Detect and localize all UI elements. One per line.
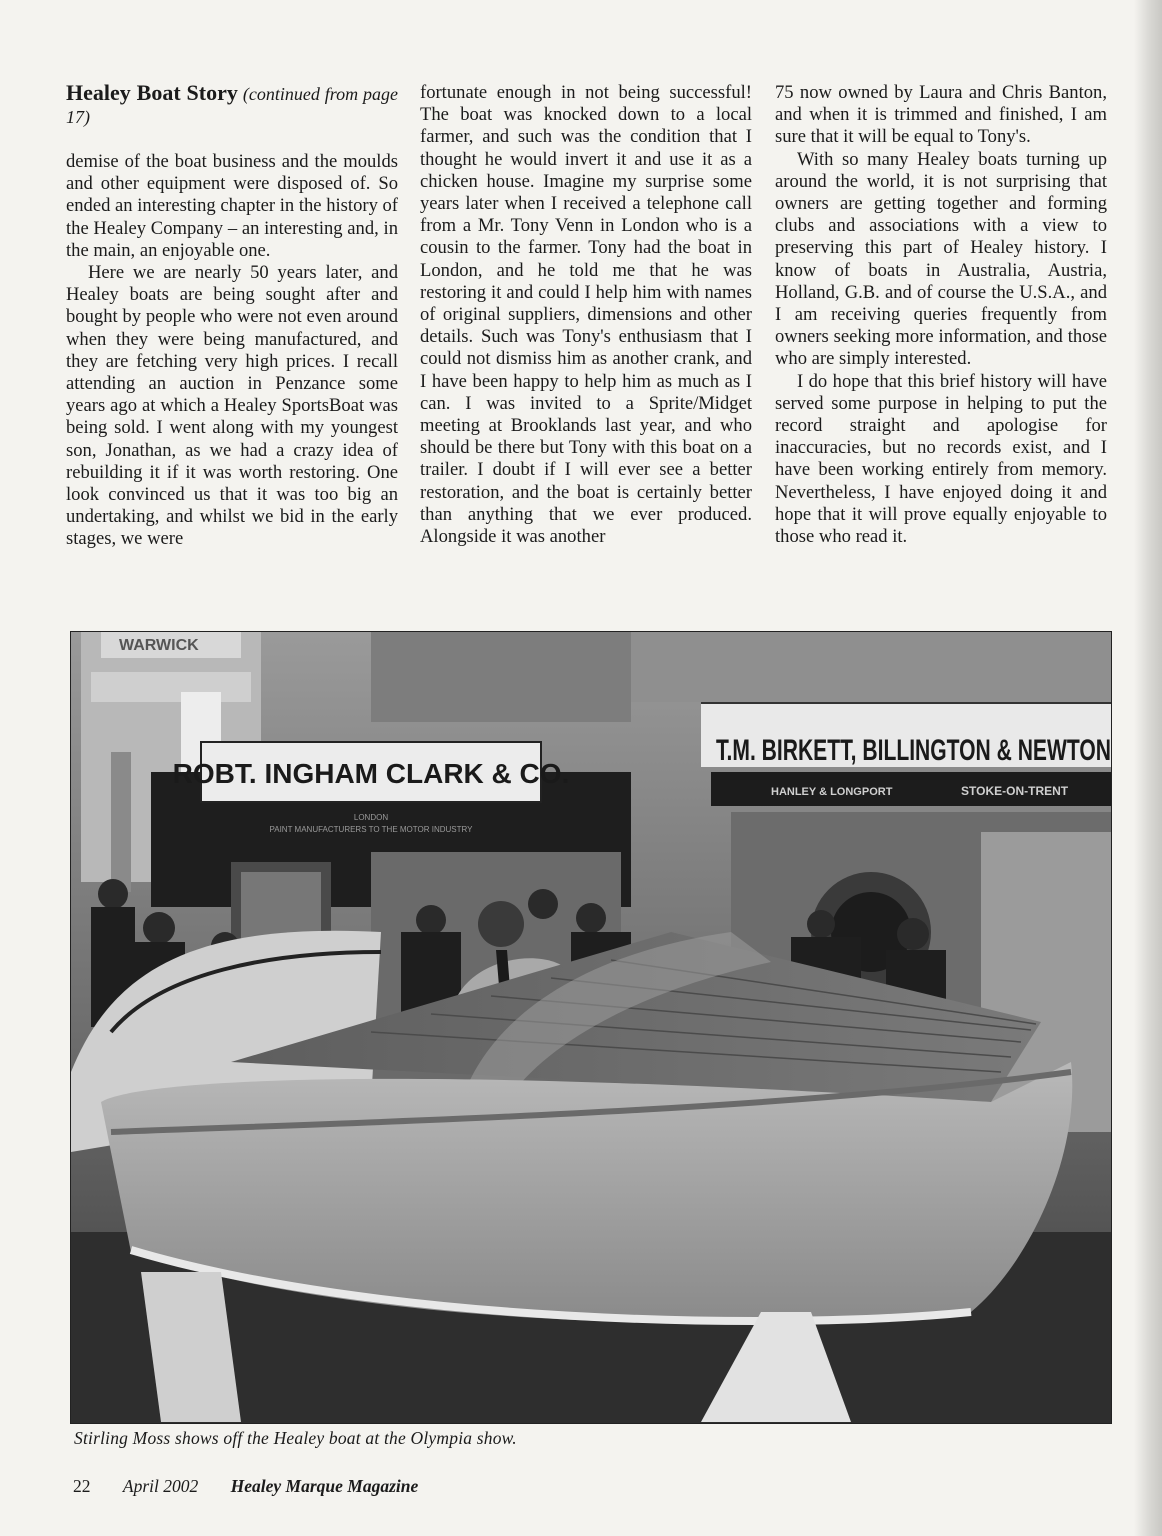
sign-ingham-clark: ROBT. INGHAM CLARK & CO. [172, 758, 570, 789]
paragraph: demise of the boat business and the moulds and other equipment were disposed of. So ended an interesting chapter in the history of the Healey Company – an interesting and, in the main, an enjoyable one. [66, 151, 399, 261]
paragraph: Here we are nearly 50 years later, and Healey boats are being sought after and bought by people who were not even around when they were being manufactured, and they are fetching very high prices. I recall attending an auction in Penzance some years ago at which a Healey SportsBoat was being sold. I went along with my youngest son, Jonathan, as we had a crazy idea of rebuilding it if it was worth restoring. One look convinced us that it was too big an undertaking, and whilst we bid in the early stages, we were [66, 262, 398, 550]
page-number: 22 [73, 1476, 91, 1496]
paragraph: 75 now owned by Laura and Chris Banton, and when it is trimmed and finished, I am sure that it will be equal to Tony's. [775, 82, 1107, 148]
paragraph: I do hope that this brief history will have served some purpose in helping to put the record straight and apologise for inaccuracies, but no records exist, and I have been working entirely from memory. Nevertheless, I have enjoyed doing it and hope that it will prove equally enjoyable to those who read it. [775, 370, 1107, 548]
photo-caption: Stirling Moss shows off the Healey boat at the Olympia show. [74, 1428, 517, 1448]
sign-birkett-left: HANLEY & LONGPORT [771, 786, 893, 798]
article-heading [66, 82, 398, 129]
paragraph: fortunate enough in not being successful! The boat was knocked down to a local farmer, and such was the condition that I thought he would invert it and use it as a chicken house. Imagine my surprise some years later when I received a telephone call from a Mr. Tony Venn in London who is a cousin to the farmer. Tony had the boat in London, and he told me that he was restoring it and could I help him with names of original suppliers, dimensions and other details. Such was Tony's enthusiasm that I could not dismiss him as another crank, and I have been happy to help him as much as I can. I was invited to a Sprite/Midget meeting at Brooklands last year, and who should be there but Tony with this boat on a trailer. I doubt if I will ever see a better restoration, and the boat is certainly better than anything that we ever produced. Alongside it was another [420, 82, 752, 548]
article-column-1 [66, 82, 398, 551]
article-column-2 [420, 82, 752, 548]
boat-show-photo [70, 631, 1112, 1424]
photo-illustration [71, 632, 1111, 1423]
issue-date: April 2002 [122, 1476, 199, 1496]
sign-birkett: T.M. BIRKETT, BILLINGTON & NEWTON [716, 734, 1111, 767]
sign-ingham-sub: PAINT MANUFACTURERS TO THE MOTOR INDUSTRY [269, 825, 473, 834]
page-edge-shadow [1134, 0, 1162, 1536]
page-footer [73, 1476, 418, 1497]
article-title: Healey Boat Story [66, 80, 238, 105]
sign-ingham-city: LONDON [353, 813, 389, 822]
sign-birkett-right: STOKE-ON-TRENT [961, 784, 1069, 798]
paragraph: With so many Healey boats turning up around the world, it is not surprising that owners are getting together and forming clubs and associations with a view to preserving this part of Healey history. I know of boats in Australia, Austria, Holland, G.B. and of course the U.S.A., and I am receiving queries frequently from owners seeking more information, and those who are simply interested. [775, 148, 1107, 370]
article-column-3 [775, 82, 1107, 548]
magazine-name: Healey Marque Magazine [230, 1476, 419, 1496]
sign-warwick: WARWICK [119, 637, 199, 654]
continued-note: (continued from page 17) [66, 84, 398, 127]
